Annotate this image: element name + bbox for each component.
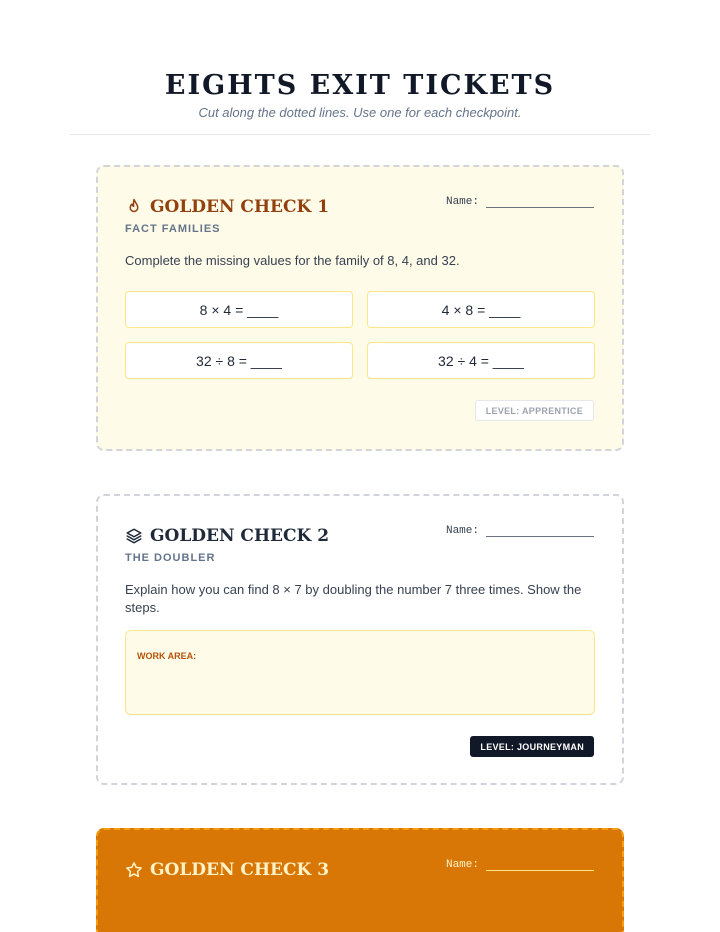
ticket-subtitle: FACT FAMILIES — [125, 223, 221, 235]
ticket-heading — [125, 197, 329, 217]
ticket-title: GOLDEN CHECK 3 — [150, 860, 330, 880]
star-icon — [125, 861, 143, 879]
name-line[interactable] — [486, 198, 594, 208]
exit-ticket-3 — [96, 828, 624, 932]
fact-box[interactable]: 8 × 4 = ____ — [125, 291, 353, 328]
fact-box[interactable]: 32 ÷ 4 = ____ — [367, 342, 595, 379]
flame-icon — [125, 198, 143, 216]
name-label: Name: — [445, 525, 479, 537]
ticket-prompt: Complete the missing values for the family of 8, 4, and 32. — [125, 253, 460, 268]
name-field[interactable] — [446, 525, 594, 537]
exit-ticket-2 — [96, 494, 624, 785]
exit-ticket-1 — [96, 165, 624, 451]
header-divider — [70, 134, 650, 135]
level-badge: LEVEL: JOURNEYMAN — [470, 736, 594, 757]
ticket-prompt: Explain how you can find 8 × 7 by doubling the number 7 three times. Show the steps. — [125, 582, 582, 615]
work-area[interactable] — [125, 630, 595, 715]
ticket-title: GOLDEN CHECK 2 — [150, 526, 330, 546]
fact-box[interactable]: 32 ÷ 8 = ____ — [125, 342, 353, 379]
ticket-heading — [125, 526, 329, 546]
work-area-label: WORK AREA: — [137, 651, 197, 661]
page-subtitle: Cut along the dotted lines. Use one for each checkpoint. — [198, 105, 522, 120]
ticket-title: GOLDEN CHECK 1 — [150, 197, 330, 217]
name-field[interactable] — [446, 196, 594, 208]
fact-box[interactable]: 4 × 8 = ____ — [367, 291, 595, 328]
ticket-heading — [125, 860, 329, 880]
name-line[interactable] — [486, 527, 594, 537]
page-title: EIGHTS EXIT TICKETS — [164, 70, 556, 101]
name-label: Name: — [445, 196, 479, 208]
name-label: Name: — [445, 859, 479, 871]
page-header — [0, 70, 720, 120]
layers-icon — [125, 527, 143, 545]
name-line[interactable] — [486, 861, 594, 871]
name-field[interactable] — [446, 859, 594, 871]
level-badge: LEVEL: APPRENTICE — [475, 400, 594, 421]
ticket-subtitle: THE DOUBLER — [125, 552, 216, 564]
